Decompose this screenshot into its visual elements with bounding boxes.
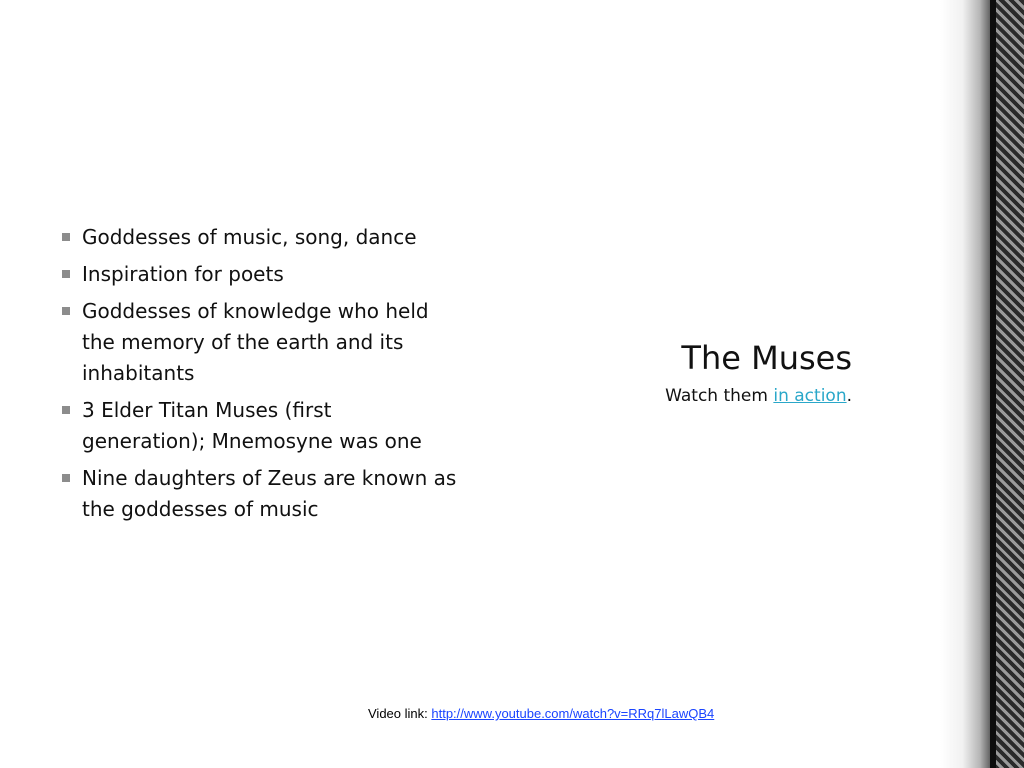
bullet-text: Goddesses of knowledge who held the memory of the earth and its inhabitants <box>82 299 429 385</box>
square-bullet-icon <box>62 270 70 278</box>
subtitle-prefix: Watch them <box>665 386 774 406</box>
bullet-text: Inspiration for poets <box>82 262 284 286</box>
video-link-footer <box>368 705 714 723</box>
list-item <box>60 222 460 253</box>
square-bullet-icon <box>62 307 70 315</box>
bullet-list <box>60 222 460 531</box>
square-bullet-icon <box>62 474 70 482</box>
side-bar-edge <box>990 0 996 768</box>
video-url-link[interactable]: http://www.youtube.com/watch?v=RRq7lLawQB4 <box>431 706 715 721</box>
list-item <box>60 463 460 525</box>
side-shadow-decoration <box>940 0 990 768</box>
list-item <box>60 395 460 457</box>
bullet-text: Nine daughters of Zeus are known as the goddesses of music <box>82 466 457 521</box>
list-item <box>60 259 460 290</box>
list-item <box>60 296 460 389</box>
video-link-label: Video link: <box>368 706 432 721</box>
square-bullet-icon <box>62 233 70 241</box>
square-bullet-icon <box>62 406 70 414</box>
slide-title: The Muses <box>681 339 852 377</box>
bullet-text: Goddesses of music, song, dance <box>82 225 417 249</box>
bullet-text: 3 Elder Titan Muses (first generation); Mnemosyne was one <box>82 398 422 453</box>
in-action-link[interactable]: in action <box>773 386 847 406</box>
subtitle-suffix: . <box>846 386 852 406</box>
slide-subtitle <box>560 383 852 409</box>
